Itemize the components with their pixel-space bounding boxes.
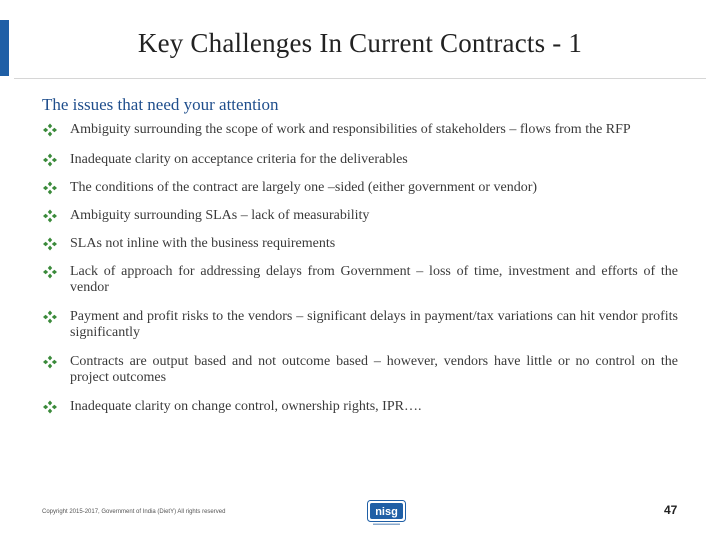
nisg-logo	[367, 500, 406, 526]
bullet-text: SLAs not inline with the business requirements	[70, 236, 336, 251]
bullet-text: The conditions of the contract are largely one –sided (either government or vendor)	[70, 180, 538, 195]
bullet-item	[42, 264, 678, 296]
bullet-item	[42, 208, 678, 224]
bullet-text: Payment and profit risks to the vendors – significant delays in payment/tax variations can hit vendor profits significantly	[70, 309, 678, 340]
slide-subtitle: The issues that need your attention	[42, 95, 279, 114]
diamond-bullet-icon	[42, 355, 58, 369]
bullet-item	[42, 354, 678, 386]
bullet-text: Inadequate clarity on acceptance criteria for the deliverables	[70, 152, 408, 167]
bullet-item	[42, 236, 678, 252]
bullet-list	[42, 122, 678, 415]
footer-copyright: Copyright 2015-2017, Government of India (DietY) All rights reserved	[42, 509, 226, 515]
bullet-item	[42, 122, 678, 138]
diamond-bullet-icon	[42, 400, 58, 414]
title-divider	[14, 78, 706, 79]
bullet-text: Ambiguity surrounding the scope of work and responsibilities of stakeholders – flows from the RFP	[70, 122, 631, 137]
diamond-bullet-icon	[42, 153, 58, 167]
diamond-bullet-icon	[42, 123, 58, 137]
bullet-text: Contracts are output based and not outcome based – however, vendors have little or no control on the project outcomes	[70, 354, 678, 385]
bullet-item	[42, 180, 678, 196]
slide-title: Key Challenges In Current Contracts - 1	[137, 28, 583, 58]
logo-text: nisg	[375, 506, 398, 518]
bullet-text: Inadequate clarity on change control, ownership rights, IPR….	[70, 399, 422, 414]
bullet-text: Ambiguity surrounding SLAs – lack of measurability	[70, 208, 370, 223]
diamond-bullet-icon	[42, 209, 58, 223]
bullet-item	[42, 152, 678, 168]
page-number: 47	[664, 503, 678, 517]
bullet-item	[42, 309, 678, 341]
bullet-item	[42, 399, 678, 415]
diamond-bullet-icon	[42, 237, 58, 251]
diamond-bullet-icon	[42, 265, 58, 279]
diamond-bullet-icon	[42, 310, 58, 324]
diamond-bullet-icon	[42, 181, 58, 195]
bullet-text: Lack of approach for addressing delays from Government – loss of time, investment and efforts of the vendor	[70, 264, 678, 295]
